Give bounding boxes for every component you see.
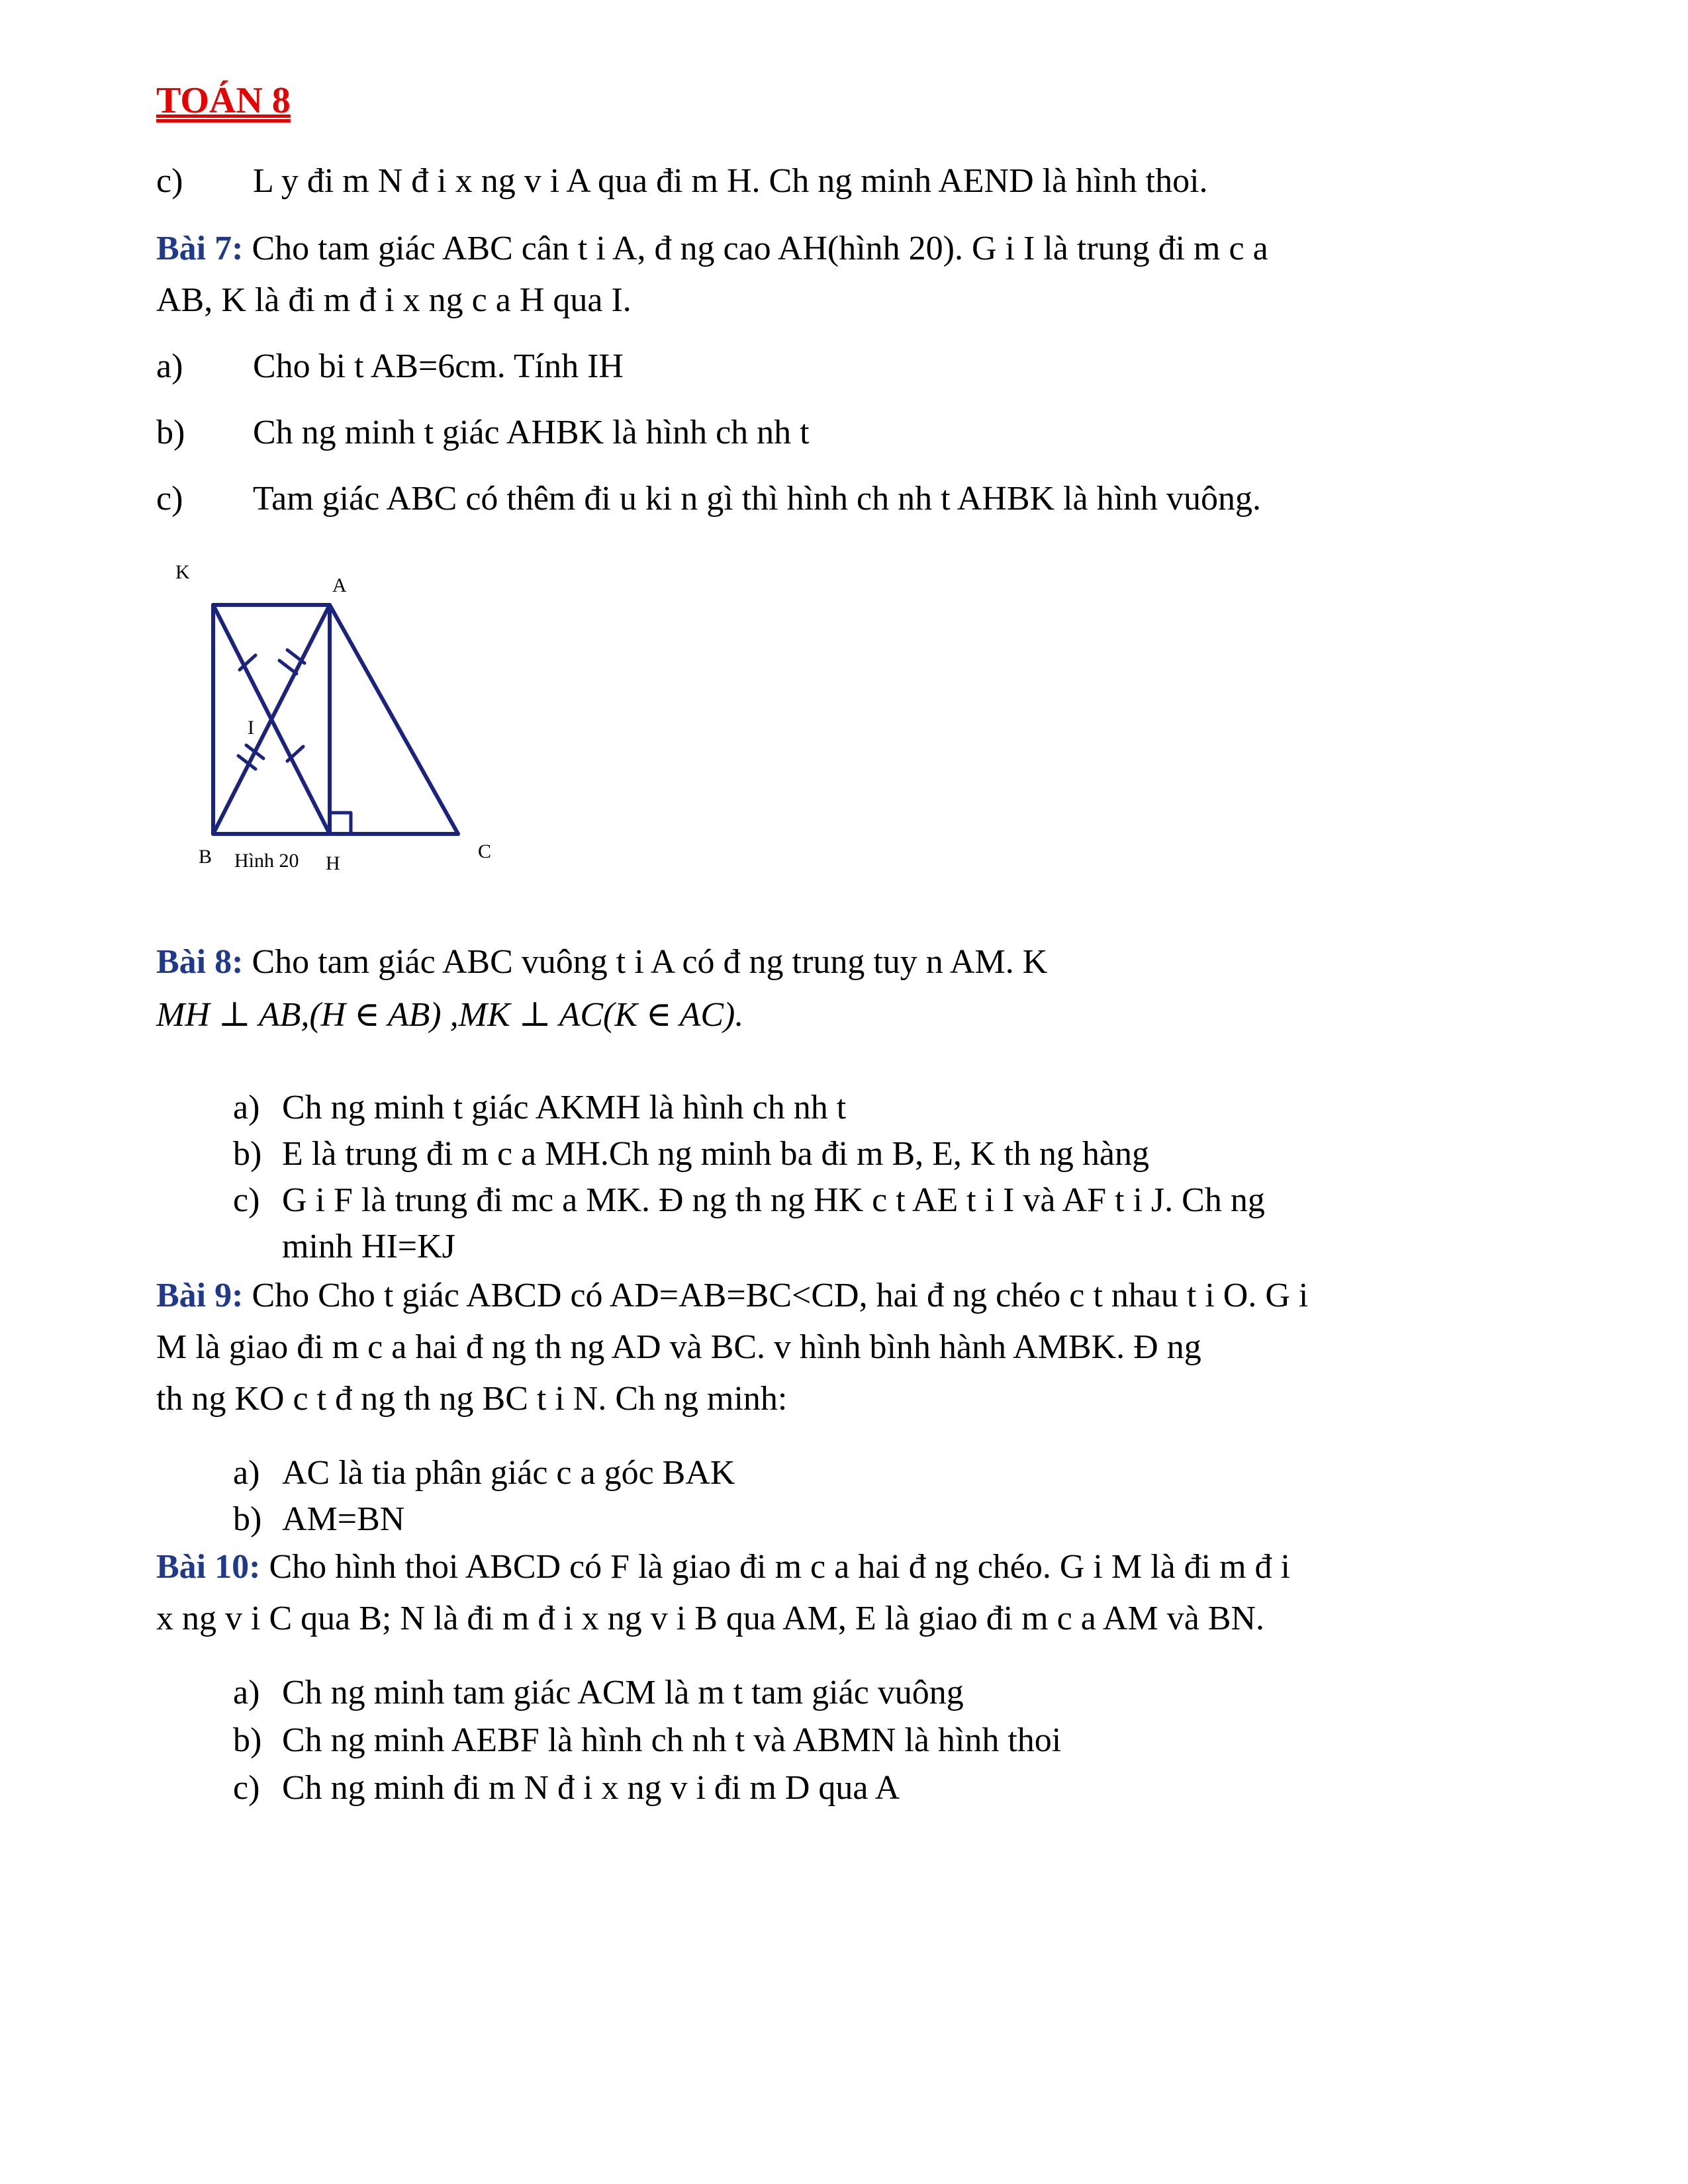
bai7-item-a-text: Cho bi t AB=6cm. Tính IH [253, 347, 624, 385]
bai10-item-c-text: Ch ng minh đi m N đ i x ng v i đi m D qua A [282, 1769, 900, 1807]
tick-ib-2 [246, 745, 263, 758]
bai9-line2: M là giao đi m c a hai đ ng th ng AD và BC. v hình bình hành AMBK. Đ ng [156, 1328, 1201, 1366]
bai10-item-b-label: b) [233, 1721, 262, 1759]
point-label-k: K [175, 561, 190, 583]
bai7-line2: AB, K là đi m đ i x ng c a H qua I. [156, 281, 632, 319]
bai7-item-b-text: Ch ng minh t giác AHBK là hình ch nh t [253, 414, 810, 451]
point-label-b: B [199, 846, 212, 868]
bai9-item-a-text: AC là tia phân giác c a góc BAK [282, 1454, 735, 1492]
figure-caption: Hình 20 [234, 850, 299, 872]
bai10-item-c-label: c) [233, 1769, 260, 1807]
point-label-c: C [478, 841, 492, 862]
item-label: c) [156, 162, 183, 200]
bai9-line3: th ng KO c t đ ng th ng BC t i N. Ch ng minh: [156, 1380, 788, 1418]
bai7-label: Bài 7: [156, 230, 244, 267]
bai7-item-c-text: Tam giác ABC có thêm đi u ki n gì thì hình ch nh t AHBK là hình vuông. [253, 480, 1262, 518]
right-angle-mark [330, 813, 351, 834]
bai8-formula: MH ⊥ AB,(H ∈ AB) ,MK ⊥ AC(K ∈ AC). [156, 996, 744, 1034]
bai8-item-a-label: a) [233, 1089, 260, 1126]
bai10-item-a-label: a) [233, 1674, 260, 1711]
bai9-label: Bài 9: [156, 1277, 244, 1314]
bai8-item-b-text: E là trung đi m c a MH.Ch ng minh ba đi m B, E, K th ng hàng [282, 1135, 1149, 1173]
bai10-text1: Cho hình thoi ABCD có F là giao đi m c a hai đ ng chéo. G i M là đi m đ i [269, 1548, 1290, 1586]
point-label-a: A [332, 574, 347, 596]
bai7-line1 [156, 232, 1268, 266]
bai8-item-c-cont: minh HI=KJ [282, 1228, 455, 1265]
bai8-text1: Cho tam giác ABC vuông t i A có đ ng trung tuy n AM. K [252, 943, 1048, 981]
bai8-label: Bài 8: [156, 943, 244, 981]
bai10-item-b-text: Ch ng minh AEBF là hình ch nh t và ABMN là hình thoi [282, 1721, 1062, 1759]
tick-ai-1 [279, 660, 297, 674]
bai10-line1 [156, 1550, 1290, 1584]
page-title: TOÁN 8 [156, 80, 291, 121]
bai8-item-c-text: G i F là trung đi mc a MK. Đ ng th ng HK c t AE t i I và AF t i J. Ch ng [282, 1181, 1265, 1219]
item-text: L y đi m N đ i x ng v i A qua đi m H. Ch ng minh AEND là hình thoi. [253, 162, 1208, 200]
bai7-item-c-label: c) [156, 480, 183, 518]
bai7-text1: Cho tam giác ABC cân t i A, đ ng cao AH(hình 20). G i I là trung đi m c a [252, 230, 1268, 267]
bai9-item-b-text: AM=BN [282, 1500, 405, 1538]
bai10-item-a-text: Ch ng minh tam giác ACM là m t tam giác vuông [282, 1674, 964, 1711]
bai7-item-a-label: a) [156, 347, 183, 385]
bai9-text1: Cho Cho t giác ABCD có AD=AB=BC<CD, hai đ ng chéo c t nhau t i O. G i [252, 1277, 1309, 1314]
segment-ac [330, 605, 458, 834]
bai9-item-a-label: a) [233, 1454, 260, 1492]
figure-drawing [199, 582, 477, 847]
bai9-line1 [156, 1279, 1308, 1313]
bai8-line1 [156, 945, 1047, 979]
bai10-label: Bài 10: [156, 1548, 261, 1586]
point-label-h: H [326, 852, 340, 874]
bai8-item-c-label: c) [233, 1181, 260, 1219]
bai7-item-b-label: b) [156, 414, 185, 451]
bai8-item-a-text: Ch ng minh t giác AKMH là hình ch nh t [282, 1089, 847, 1126]
bai10-line2: x ng v i C qua B; N là đi m đ i x ng v i B qua AM, E là giao đi m c a AM và BN. [156, 1600, 1265, 1637]
bai8-item-b-label: b) [233, 1135, 262, 1173]
bai9-item-b-label: b) [233, 1500, 262, 1538]
point-label-i: I [248, 717, 254, 739]
